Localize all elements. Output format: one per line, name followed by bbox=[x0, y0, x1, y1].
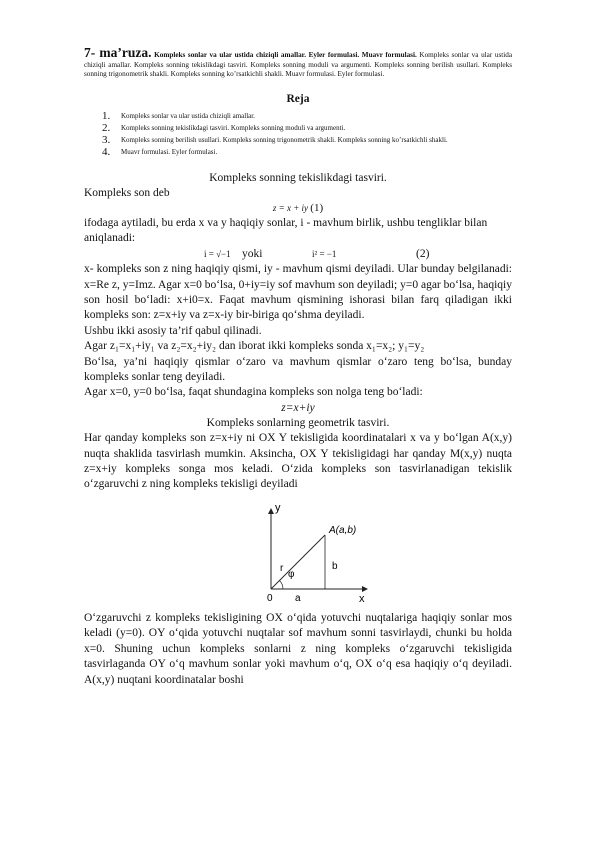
complex-plane-diagram bbox=[249, 493, 379, 605]
plan-item-number: 1. bbox=[102, 109, 111, 122]
plan-item-text: Kompleks sonlar va ular ustida chiziqli amallar. bbox=[121, 111, 255, 120]
plan-item-text: Muavr formulasi. Eyler formulasi. bbox=[121, 148, 218, 157]
paragraph: Ushbu ikki asosiy ta’rif qabul qilinadi. bbox=[84, 324, 262, 337]
formula-1 bbox=[84, 201, 512, 216]
plan-list bbox=[84, 110, 512, 159]
formula-2-tag: (2) bbox=[416, 247, 430, 260]
plan-item bbox=[84, 134, 512, 146]
plan-item-number: 2. bbox=[102, 121, 111, 134]
paragraph: Bo‘lsa, ya’ni haqiqiy qismlar o‘zaro va mavhum qismlar o‘zaro teng bo‘lsa, bunday kompleks sonlar teng deyiladi. bbox=[84, 355, 512, 384]
angle-label: φ bbox=[288, 568, 295, 580]
radius-vector bbox=[271, 535, 325, 589]
plan-title: Reja bbox=[286, 92, 310, 105]
ordinate-label: b bbox=[332, 560, 338, 572]
lecture-topics: Kompleks sonlar va ular ustida chiziqli amallar. Kompleks sonning tekislikdagi tasviri. Kompleks sonning moduli va argumenti. Kompleks sonning berilish usullari. Kompleks sonning trigonometrik shakli. Kompleks sonning ko’rsatkichli shakli. Muavr formulasi. Eyler formulasi. bbox=[84, 51, 513, 79]
document-page bbox=[84, 45, 513, 688]
angle-arc bbox=[280, 580, 284, 589]
lecture-number: 7- ma’ruza. bbox=[84, 45, 152, 60]
plan-item bbox=[84, 146, 512, 158]
formula-1-tag: (1) bbox=[310, 202, 324, 214]
formula-2-left: i = √−1 bbox=[204, 248, 231, 259]
formula-2 bbox=[84, 247, 512, 262]
x-axis-label: x bbox=[359, 592, 365, 605]
formula-2-right: i² = −1 bbox=[312, 248, 337, 259]
formula-2-yoki: yoki bbox=[242, 247, 263, 260]
origin-label: 0 bbox=[267, 592, 273, 604]
formula-3 bbox=[84, 401, 512, 416]
plan-item bbox=[84, 110, 512, 122]
y-axis-label: y bbox=[275, 501, 281, 514]
paragraph: x- kompleks son z ning haqiqiy qismi, iy - mavhum qismi deyiladi. Ular bunday belgilanadi: x=Re z, y=Imz. Agar x=0 bo‘lsa, 0+iy=iy sof mavhum son deyiladi; y=0 agar bo‘lsa, haqiqiy son hosil bo‘ladi: x+i0=x. Faqat mavhum qismining ishorasi bilan farq qiladigan ikki kompleks son: z=x+iy va z=x-iy bir-biriga qo‘shma deyiladi. bbox=[84, 263, 512, 322]
radius-label: r bbox=[280, 562, 284, 574]
plan-item-number: 3. bbox=[102, 134, 111, 147]
paragraph: Agar x=0, y=0 bo‘lsa, faqat shundagina kompleks son nolga teng bo‘ladi: bbox=[84, 386, 423, 399]
point-label: A(a,b) bbox=[329, 524, 357, 536]
paragraph: Har qanday kompleks son z=x+iy ni OX Y tekisligida koordinatalari x va y bo‘lgan A(x,y) nuqta shaklida tasvirlash mumkin. Aksincha, OX Y tekisligidagi har qanday M(x,y) nuqta z=x+iy kompleks songa mos keladi. O‘zida kompleks son tasvirlanadigan tekislik o‘zgaruvchi z ning kompleks tekisligi deyiladi bbox=[84, 432, 512, 491]
formula-3-expression: z=x+iy bbox=[281, 401, 315, 414]
plan-item-text: Kompleks sonning tekislikdagi tasviri. Kompleks sonning moduli va argumenti. bbox=[121, 123, 346, 132]
lecture-intro bbox=[84, 45, 513, 80]
section-heading: Kompleks sonning tekislikdagi tasviri. bbox=[209, 171, 387, 184]
lecture-title: Kompleks sonlar va ular ustida chiziqli amallar. Eyler formulasi. Muavr formulasi. bbox=[154, 51, 417, 59]
plan-item-number: 4. bbox=[102, 146, 111, 159]
complex-plane-figure bbox=[84, 493, 512, 611]
plan-item-text: Kompleks sonning berilish usullari. Kompleks sonning trigonometrik shakli. Kompleks sonning ko’rsatkichli shakli. bbox=[121, 136, 448, 145]
paragraph: ifodaga aytiladi, bu erda x va y haqiqiy sonlar, i - mavhum birlik, ushbu tengliklar bilan aniqlanadi: bbox=[84, 217, 488, 245]
paragraph: O‘zgaruvchi z kompleks tekisligining OX o‘qida yotuvchi nuqtalariga haqiqiy sonlar mos keladi (y=0). OY o‘qida yotuvchi nuqtalar sof mavhum sonni tasvirlaydi, chunki bu holda x=0. Shuning uchun kompleks sonlarni z ning kompleks o‘zgaruvchi tekisligida tasvirlaganda OY o‘q mavhum sonlar yoki mavhum o‘q, OX o‘q esa haqiqiy o‘q deyiladi. A(x,y) nuqtani koordinatalar boshi bbox=[84, 611, 512, 686]
plan-item bbox=[84, 122, 512, 134]
abscissa-label: a bbox=[295, 592, 301, 604]
paragraph: Agar z₁=x₁+iy₁ va z₂=x₂+iy₂ dan iborat ikki kompleks sonda x₁=x₂; y₁=y₂ bbox=[84, 340, 425, 353]
section-heading: Kompleks sonlarning geometrik tasviri. bbox=[206, 417, 390, 430]
paragraph: Kompleks son deb bbox=[84, 186, 170, 199]
formula-1-expression: z = x + iy bbox=[272, 203, 309, 213]
